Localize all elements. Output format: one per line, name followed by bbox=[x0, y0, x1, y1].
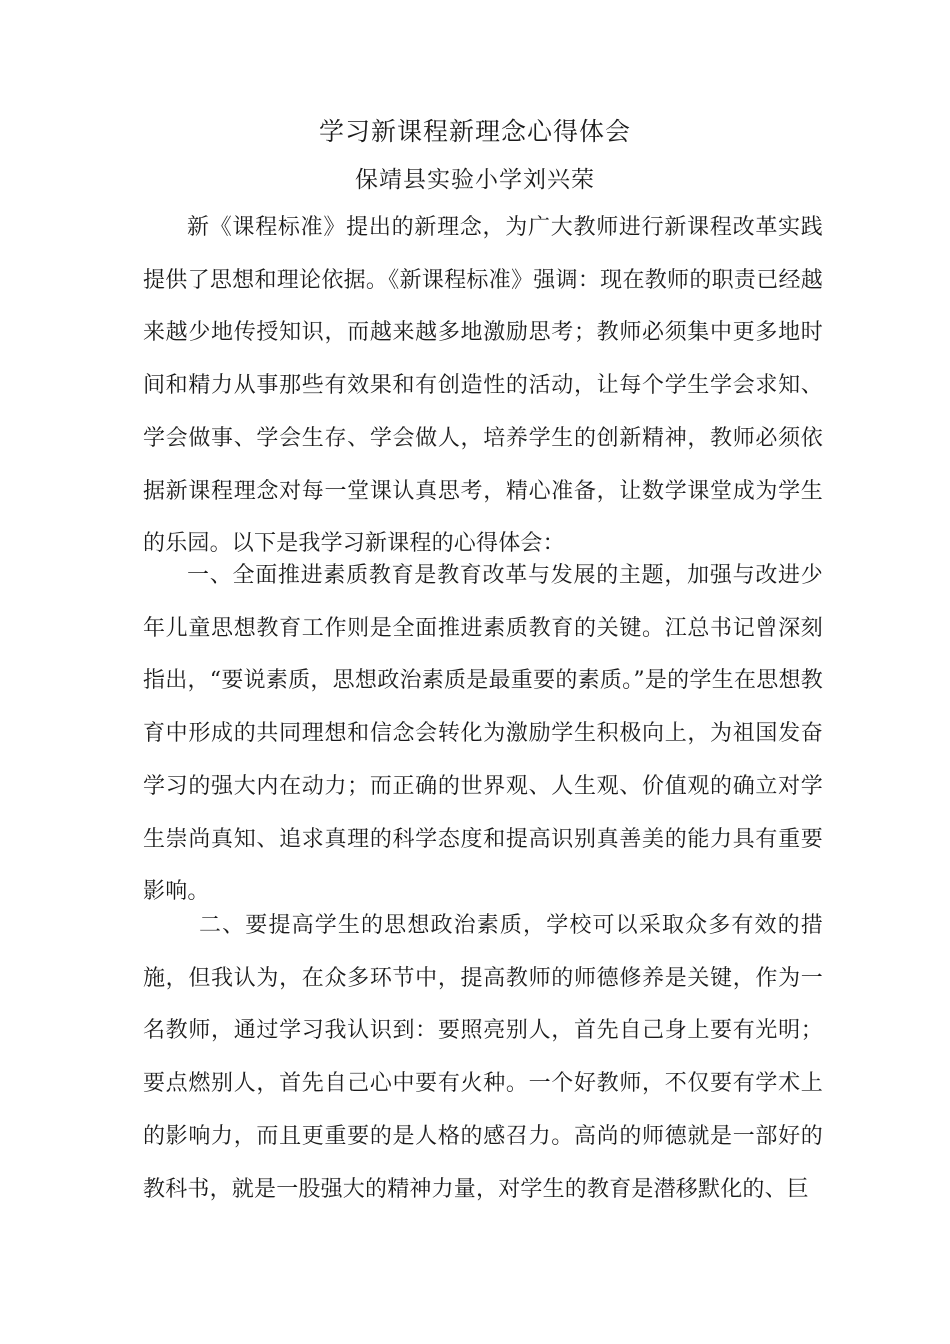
paragraph-intro: 新《课程标准》提出的新理念，为广大教师进行新课程改革实践提供了思想和理论依据。《新课程标准》强调：现在教师的职责已经越来越少地传授知识，而越来越多地激励思考；教师必须集中更多地时间和精力从事那些有效果和有创造性的活动，让每个学生学会求知、学会做事、学会生存、学会做人，培养学生的创新精神，教师必须依据新课程理念对每一堂课认真思考，精心准备，让数学课堂成为学生的乐园。以下是我学习新课程的心得体会： bbox=[143, 215, 823, 557]
document-author: 保靖县实验小学刘兴荣 bbox=[355, 167, 595, 193]
paragraph-two: 二、要提高学生的思想政治素质，学校可以采取众多有效的措施，但我认为，在众多环节中，提高教师的师德修养是关键，作为一名教师，通过学习我认识到：要照亮别人，首先自己身上要有光明；要点燃别人，首先自己心中要有火种。一个好教师，不仅要有学术上的影响力，而且更重要的是人格的感召力。高尚的师德就是一部好的教科书，就是一股强大的精神力量，对学生的教育是潜移默化的、巨 bbox=[143, 913, 823, 1202]
paragraph-one-block bbox=[143, 550, 823, 919]
document-title: 学习新课程新理念心得体会 bbox=[318, 117, 631, 146]
paragraph-one: 一、全面推进素质教育是教育改革与发展的主题，加强与改进少年儿童思想教育工作则是全面推进素质教育的关键。江总书记曾深刻指出，“要说素质，思想政治素质是最重要的素质。”是的学生在思想教育中形成的共同理想和信念会转化为激励学生积极向上，为祖国发奋学习的强大内在动力；而正确的世界观、人生观、价值观的确立对学生崇尚真知、追求真理的科学态度和提高识别真善美的能力具有重要影响。 bbox=[143, 563, 823, 905]
paragraph-intro-block bbox=[143, 202, 823, 571]
paragraph-two-block bbox=[143, 900, 823, 1216]
